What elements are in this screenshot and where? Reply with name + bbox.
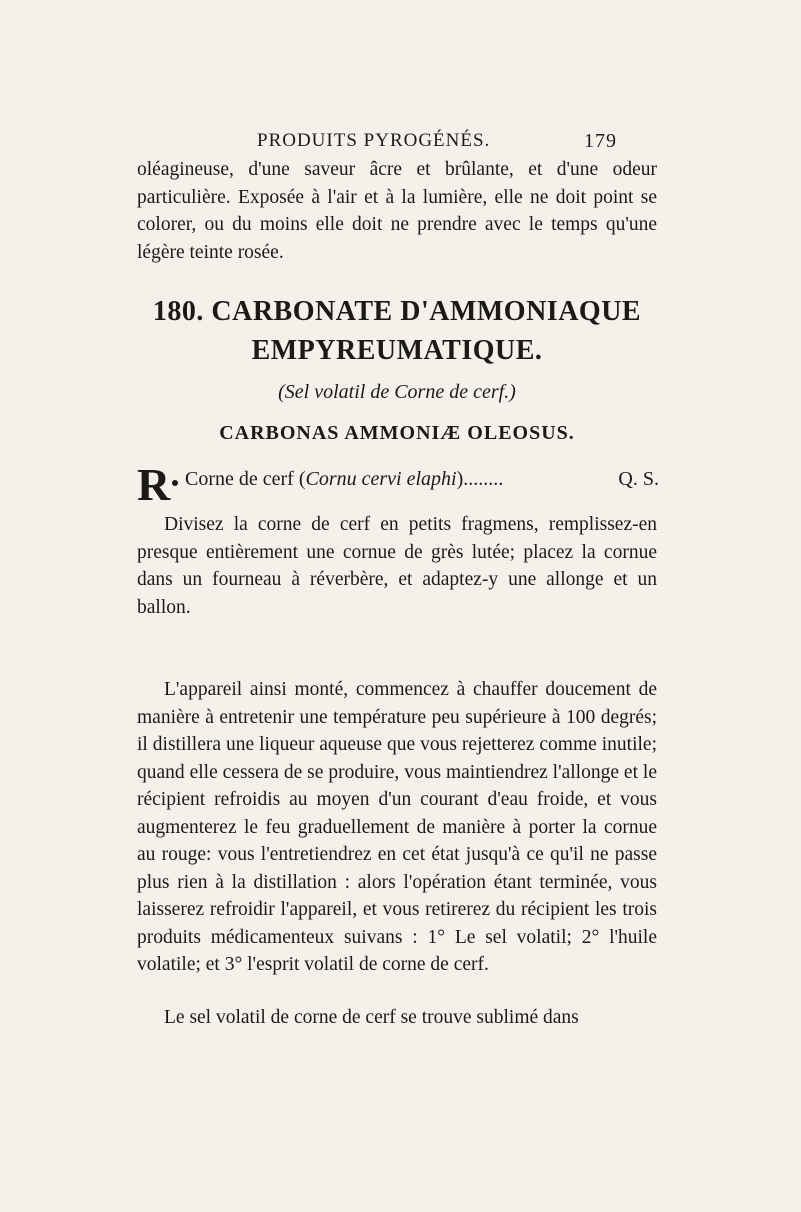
running-title: PRODUITS PYROGÉNÉS. — [257, 130, 491, 151]
recipe-ingredient: Corne de cerf (Cornu cervi elaphi)........ — [185, 468, 504, 490]
latin-name: CARBONAS AMMONIÆ OLEOSUS. — [219, 422, 575, 444]
ingredient-latin: Cornu cervi elaphi — [305, 468, 457, 490]
instruction-paragraph-1: Divisez la corne de cerf en petits fragmens, remplissez-en presque entièrement une cornue de grès lutée; placez la cornue dans un fourneau à réverbère, et adaptez-y une allonge et un ballon. — [137, 514, 657, 618]
ingredient-name: Corne de cerf — [185, 468, 294, 490]
synonym-subtitle: (Sel volatil de Corne de cerf.) — [278, 381, 516, 403]
section-heading-line-2: EMPYREUMATIQUE. — [251, 335, 543, 366]
recipe-line — [137, 459, 659, 513]
instruction-paragraph-2: L'appareil ainsi monté, commencez à chauffer doucement de manière à entretenir une température peu supérieure à 100 degrés; il distillera une liqueur aqueuse que vous rejetterez comme inutile; quand elle cessera de se produire, vous maintiendrez l'allonge et le récipient refroidis au moyen d'un courant d'eau froide, et vous augmenterez le feu graduellement de manière à porter la cornue au rouge: vous l'entretiendrez en cet état jusqu'à ce qu'il ne passe plus rien à la distillation : alors l'opération étant terminée, vous laisserez refroidir l'appareil, et vous retirerez du récipient les trois produits médicamenteux suivans : 1° Le sel volatil; 2° l'huile volatile; et 3° l'esprit volatil de corne de cerf. — [137, 679, 657, 975]
intro-paragraph: oléagineuse, d'une saveur âcre et brûlante, et d'une odeur particulière. Exposée à l'air et à la lumière, elle ne doit point se colorer, ou du moins elle doit ne prendre avec le temps qu'une légère teinte rosée. — [137, 159, 657, 263]
bullet-icon — [172, 480, 178, 486]
instruction-paragraph-3: Le sel volatil de corne de cerf se trouve sublimé dans — [164, 1007, 579, 1028]
running-head — [257, 130, 617, 154]
page-number: 179 — [584, 130, 617, 152]
recipe-sign: R — [137, 459, 171, 510]
section-heading-line-1: 180. CARBONATE D'AMMONIAQUE — [152, 296, 642, 327]
recipe-quantity: Q. S. — [618, 468, 659, 490]
